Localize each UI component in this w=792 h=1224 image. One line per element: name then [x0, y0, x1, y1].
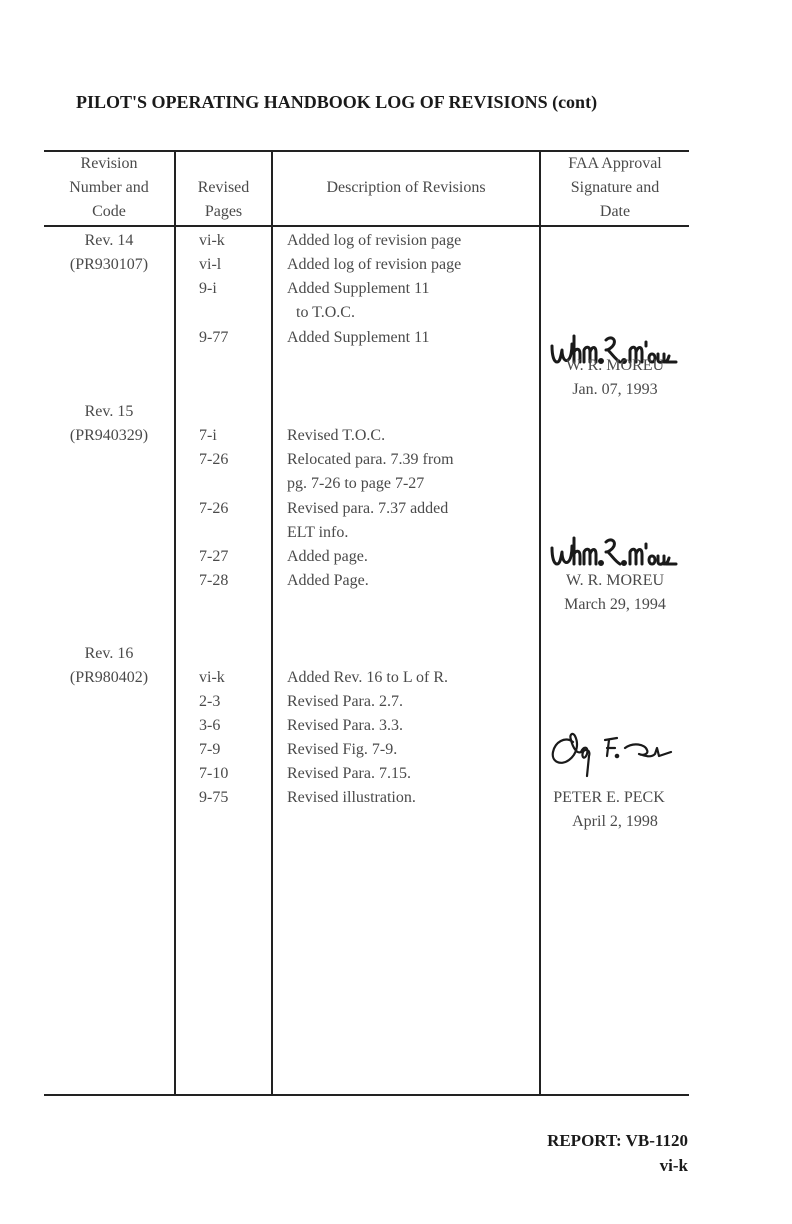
rev-15-approval-date: March 29, 1994 [564, 596, 666, 613]
rev-15-desc: Added Page. [287, 572, 369, 589]
rev-14-code: (PR930107) [69, 256, 149, 273]
header-bottom-rule [44, 225, 689, 227]
column-divider-3 [539, 150, 541, 1096]
rev-14-approval-date: Jan. 07, 1993 [572, 381, 658, 398]
header-revision [44, 152, 174, 224]
header-revision-line-3: Code [92, 203, 126, 220]
rev-16-desc: Revised illustration. [287, 789, 416, 806]
rev-16-page: 9-75 [199, 789, 229, 806]
rev-15-approval-name: W. R. MOREU [565, 572, 665, 589]
rev-14-number: Rev. 14 [84, 232, 134, 249]
rev-16-number: Rev. 16 [84, 645, 134, 662]
header-revision-line-1: Revision [80, 155, 138, 172]
header-description: Description of Revisions [326, 179, 486, 196]
header-pages-line-1: Revised [197, 179, 250, 196]
table-bottom-rule [44, 1094, 689, 1096]
column-divider-2 [271, 150, 273, 1096]
column-divider-1 [174, 150, 176, 1096]
rev-15-desc: Revised para. 7.37 added [287, 500, 449, 517]
rev-14-page: vi-k [199, 232, 225, 249]
report-number: REPORT: VB-1120 [547, 1131, 688, 1150]
rev-16-desc: Revised Para. 2.7. [287, 693, 403, 710]
rev-16-code: (PR980402) [69, 669, 149, 686]
header-revision-line-2: Number and [69, 179, 149, 196]
rev-16-page: 7-9 [199, 741, 221, 758]
rev-15-desc: Revised T.O.C. [287, 427, 386, 444]
rev-14-approval-name: W. R. MOREU [565, 357, 665, 374]
rev-16-desc: Added Rev. 16 to L of R. [287, 669, 449, 686]
rev-14-desc: Added Supplement 11 [287, 329, 430, 346]
rev-15-number: Rev. 15 [84, 403, 134, 420]
rev-15-page: 7-i [199, 427, 217, 444]
rev-15-desc: Added page. [287, 548, 368, 565]
rev-16-desc: Revised Fig. 7-9. [287, 741, 398, 758]
rev-16-page: 7-10 [199, 765, 229, 782]
rev-14-desc: Added log of revision page [287, 232, 462, 249]
rev-15-desc: ELT info. [287, 524, 349, 541]
page-title: PILOT'S OPERATING HANDBOOK LOG OF REVISIONS (cont) [76, 92, 598, 112]
header-approval-line-2: Signature and [570, 179, 660, 196]
rev-16-page: 3-6 [199, 717, 221, 734]
header-approval-line-1: FAA Approval [568, 155, 662, 172]
header-pages-line-2: Pages [204, 203, 243, 220]
rev-14-desc: to T.O.C. [296, 304, 355, 321]
rev-15-desc: pg. 7-26 to page 7-27 [287, 475, 425, 492]
rev-16-approval-name: PETER E. PECK [553, 789, 665, 806]
rev-14-desc: Added log of revision page [287, 256, 462, 273]
header-approval-line-3: Date [599, 203, 631, 220]
rev-15-desc: Relocated para. 7.39 from [287, 451, 454, 468]
rev-16-page: 2-3 [199, 693, 221, 710]
rev-15-page: 7-28 [199, 572, 229, 589]
rev-14-desc: Added Supplement 11 [287, 280, 430, 297]
rev-16-desc: Revised Para. 7.15. [287, 765, 411, 782]
rev-14-page: 9-i [199, 280, 217, 297]
header-approval [541, 152, 689, 224]
signature-peck [547, 726, 677, 782]
rev-16-desc: Revised Para. 3.3. [287, 717, 403, 734]
rev-14-page: 9-77 [199, 329, 229, 346]
rev-16-page: vi-k [199, 669, 225, 686]
rev-15-code: (PR940329) [69, 427, 149, 444]
header-pages [176, 176, 271, 224]
page-number: vi-k [659, 1156, 688, 1175]
rev-16-approval-date: April 2, 1998 [572, 813, 658, 830]
rev-14-page: vi-l [199, 256, 222, 273]
rev-15-page: 7-26 [199, 451, 229, 468]
rev-15-page: 7-27 [199, 548, 229, 565]
rev-15-page: 7-26 [199, 500, 229, 517]
